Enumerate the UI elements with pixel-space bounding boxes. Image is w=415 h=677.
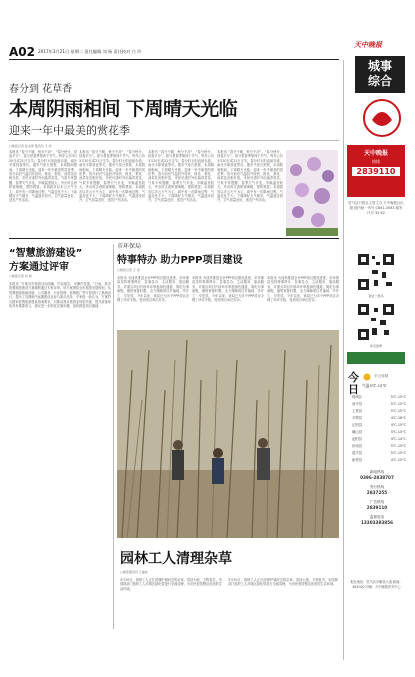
ppp-category: 市环保局 (117, 243, 142, 250)
list-item: 正阳县 4℃-15℃ (352, 423, 406, 427)
phone-4-label: 监督电话 (369, 515, 385, 519)
feature-title: 园林工人清理杂草 (120, 551, 232, 567)
tourism-body: 本报讯 “方案对市旅游目标明确，内容翔实，可操作性强。”日前，我市智慧旅游建设方案顺利通过专家评审。该方案围绕全市旅游发展规划，从智慧旅游基础设施、公共服务、行业管理、营销推广等方面进行了系统设计，提出了近期和中远期建设目标与重点任务。专家组一致认为，方案符合国家智慧旅游建设指南要求，对推动我市旅游业转型升级、提升游客体验具有重要意义，建议进一步细化实施步骤，加快推进项目落地。 (9, 282, 111, 309)
weather-day: 今日 (348, 371, 359, 396)
list-item: 西平县 5℃-15℃ (352, 402, 406, 406)
lead-body-col4: 本报讯 “春分不暖，秋分不凉”，“春分秋分，昼夜平分”。春分是春季第四个节气，每年公历3月20日或21日交节。春分时太阳直射赤道，南北半球昼夜等长。据市气象台预报，本周阴雨相间，下周晴天光临，迎来一年中最美的赏花季。春分前后气温回升较快，桃花、梨花、油菜花竞相开放，市民可适时外出踏青赏花。气象专家提醒，春季天气多变，早晚温差较大，外出时注意防寒保暖，预防感冒。本周我市以多云天气为主，周中有一次降雨过程，气温变化不大；下周晴好天气增多，气温逐步回升，空气质量良好，适宜户外活动。 (217, 150, 283, 203)
sidebar-divider (343, 60, 344, 660)
header-meta: 2017年3月21日 星期二 责任编辑 刘 杨 责任校对 白 玲 (38, 49, 142, 54)
phone-4: 13303383856 (360, 520, 394, 525)
weather-icon (362, 372, 372, 382)
lead-headline: 本周阴雨相间 下周晴天光临 (9, 98, 238, 120)
tourism-title-2: 方案通过评审 (9, 262, 69, 273)
lead-divider (9, 140, 339, 141)
section-title: 城事综合 (367, 59, 392, 88)
lead-photo (286, 150, 338, 236)
feature-caption-2: 3月20日，园林工人正在清理护城河边的杂草。春回大地，万物复苏，市园林部门组织工人对城区绿化带进行全面清理，为市民营造整洁优美的生活环境。 (228, 578, 338, 587)
qr-label-2: 新浪微博 (369, 344, 382, 348)
ppp-byline: □晚报记者 王 涛 (117, 268, 140, 272)
phone-1: 0396-2838707 (360, 475, 394, 480)
list-item: 确山县 5℃-15℃ (352, 430, 406, 434)
weather-temp: 气温5℃-15℃ (362, 383, 387, 388)
ad-number: 2839110 (352, 167, 400, 176)
phone-3-label: 广告热线 (369, 500, 385, 504)
list-item: 泌阳县 4℃-14℃ (352, 437, 406, 441)
section-tab (355, 56, 405, 93)
phone-3: 2839110 (366, 505, 388, 510)
list-item: 新蔡县 4℃-15℃ (352, 458, 406, 462)
contact-list (349, 470, 405, 526)
column-divider (113, 244, 114, 629)
feature-caption-1: 3月20日，园林工人正在清理护城河边的杂草。春回大地，万物复苏，市园林部门组织工人对城区绿化带进行全面清理，为市民营造整洁优美的生活环境。 (120, 578, 222, 591)
brand-logo (354, 40, 404, 52)
phone-1-label: 新闻热线 (369, 470, 385, 474)
lead-byline: □晚报记者 张永建 通讯员 王 勃 (9, 144, 52, 148)
tourism-byline: □晚报记者 刘 晓 (9, 274, 32, 278)
weather-condition: 多云转晴 (374, 374, 389, 378)
ppp-body-col2: 本报讯 为加快推进全市PPP项目建设进度，市环保局坚持特事特办、急事急办，主动服务、靠前服务，对重点项目开辟环评审批绿色通道，简化办事流程，缩短审批时限，全力保障项目早落地、早开工、早见效。今年以来，该局已为多个PPP项目办理了环评手续，受到项目单位好评。 (192, 276, 264, 303)
page-number: A02 (9, 45, 35, 59)
header-rule (9, 59, 339, 60)
phone-2-label: 发行热线 (369, 485, 385, 489)
ppp-body-col1: 本报讯 为加快推进全市PPP项目建设进度，市环保局坚持特事特办、急事急办，主动服务、靠前服务，对重点项目开辟环评审批绿色通道，简化办事流程，缩短审批时限，全力保障项目早落地、早开工、早见效。今年以来，该局已为多个PPP项目办理了环评手续，受到项目单位好评。 (117, 276, 189, 303)
qr-code-2 (356, 302, 396, 342)
paper-info: 驻马店日报社主管主办 天中晚报社出版 国内统一刊号 CN41-0083 邮发代号 35-62 (348, 201, 404, 215)
mascot-logo (360, 98, 404, 138)
qr-code-1 (356, 252, 396, 292)
list-item: 遂平县 5℃-15℃ (352, 451, 406, 455)
ad-banner (347, 145, 405, 197)
list-item: 驿城区 5℃-15℃ (352, 395, 406, 399)
phone-2: 2837255 (366, 490, 388, 495)
list-item: 汝南县 5℃-15℃ (352, 444, 406, 448)
list-item: 平舆县 4℃-16℃ (352, 416, 406, 420)
lead-kicker: 春分到 花草香 (9, 84, 73, 95)
lead-body-col1: 本报讯 “春分不暖，秋分不凉”，“春分秋分，昼夜平分”。春分是春季第四个节气，每年公历3月20日或21日交节。春分时太阳直射赤道，南北半球昼夜等长。据市气象台预报，本周阴雨相间，下周晴天光临，迎来一年中最美的赏花季。春分前后气温回升较快，桃花、梨花、油菜花竞相开放，市民可适时外出踏青赏花。气象专家提醒，春季天气多变，早晚温差较大，外出时注意防寒保暖，预防感冒。本周我市以多云天气为主，周中有一次降雨过程，气温变化不大；下周晴好天气增多，气温逐步回升，空气质量良好，适宜户外活动。 (9, 150, 77, 203)
city-weather-list (352, 394, 406, 464)
lead-subhead: 迎来一年中最美的赏花季 (9, 124, 130, 137)
ppp-title: 特事特办 助力PPP项目建设 (117, 255, 243, 266)
list-item: 上蔡县 5℃-15℃ (352, 409, 406, 413)
lead-body-col2: 本报讯 “春分不暖，秋分不凉”，“春分秋分，昼夜平分”。春分是春季第四个节气，每年公历3月20日或21日交节。春分时太阳直射赤道，南北半球昼夜等长。据市气象台预报，本周阴雨相间，下周晴天光临，迎来一年中最美的赏花季。春分前后气温回升较快，桃花、梨花、油菜花竞相开放，市民可适时外出踏青赏花。气象专家提醒，春季天气多变，早晚温差较大，外出时注意防寒保暖，预防感冒。本周我市以多云天气为主，周中有一次降雨过程，气温变化不大；下周晴好天气增多，气温逐步回升，空气质量良好，适宜户外活动。 (79, 150, 145, 203)
qr-label-1: 微信二维码 (368, 294, 384, 298)
feature-byline: □晚报通讯员 王福成 (120, 570, 148, 574)
weather-banner (347, 352, 405, 364)
tourism-title-1: “智慧旅游建设” (9, 248, 83, 259)
lead-bottom-rule (9, 238, 339, 239)
footer-info: 报社地址：驻马店市解放大道 邮编：463000 印刷：天中晚报印务中心 (350, 580, 403, 589)
ppp-body-col3: 本报讯 为加快推进全市PPP项目建设进度，市环保局坚持特事特办、急事急办，主动服务、靠前服务，对重点项目开辟环评审批绿色通道，简化办事流程，缩短审批时限，全力保障项目早落地、早开工、早见效。今年以来，该局已为多个PPP项目办理了环评手续，受到项目单位好评。 (267, 276, 339, 303)
ad-tel-label: 热线 (372, 159, 380, 164)
feature-photo (117, 330, 339, 538)
lead-body-col3: 本报讯 “春分不暖，秋分不凉”，“春分秋分，昼夜平分”。春分是春季第四个节气，每年公历3月20日或21日交节。春分时太阳直射赤道，南北半球昼夜等长。据市气象台预报，本周阴雨相间，下周晴天光临，迎来一年中最美的赏花季。春分前后气温回升较快，桃花、梨花、油菜花竞相开放，市民可适时外出踏青赏花。气象专家提醒，春季天气多变，早晚温差较大，外出时注意防寒保暖，预防感冒。本周我市以多云天气为主，周中有一次降雨过程，气温变化不大；下周晴好天气增多，气温逐步回升，空气质量良好，适宜户外活动。 (148, 150, 214, 203)
ad-title: 天中晚报 (363, 150, 388, 157)
brand-name: 天中晚报 (354, 41, 382, 49)
